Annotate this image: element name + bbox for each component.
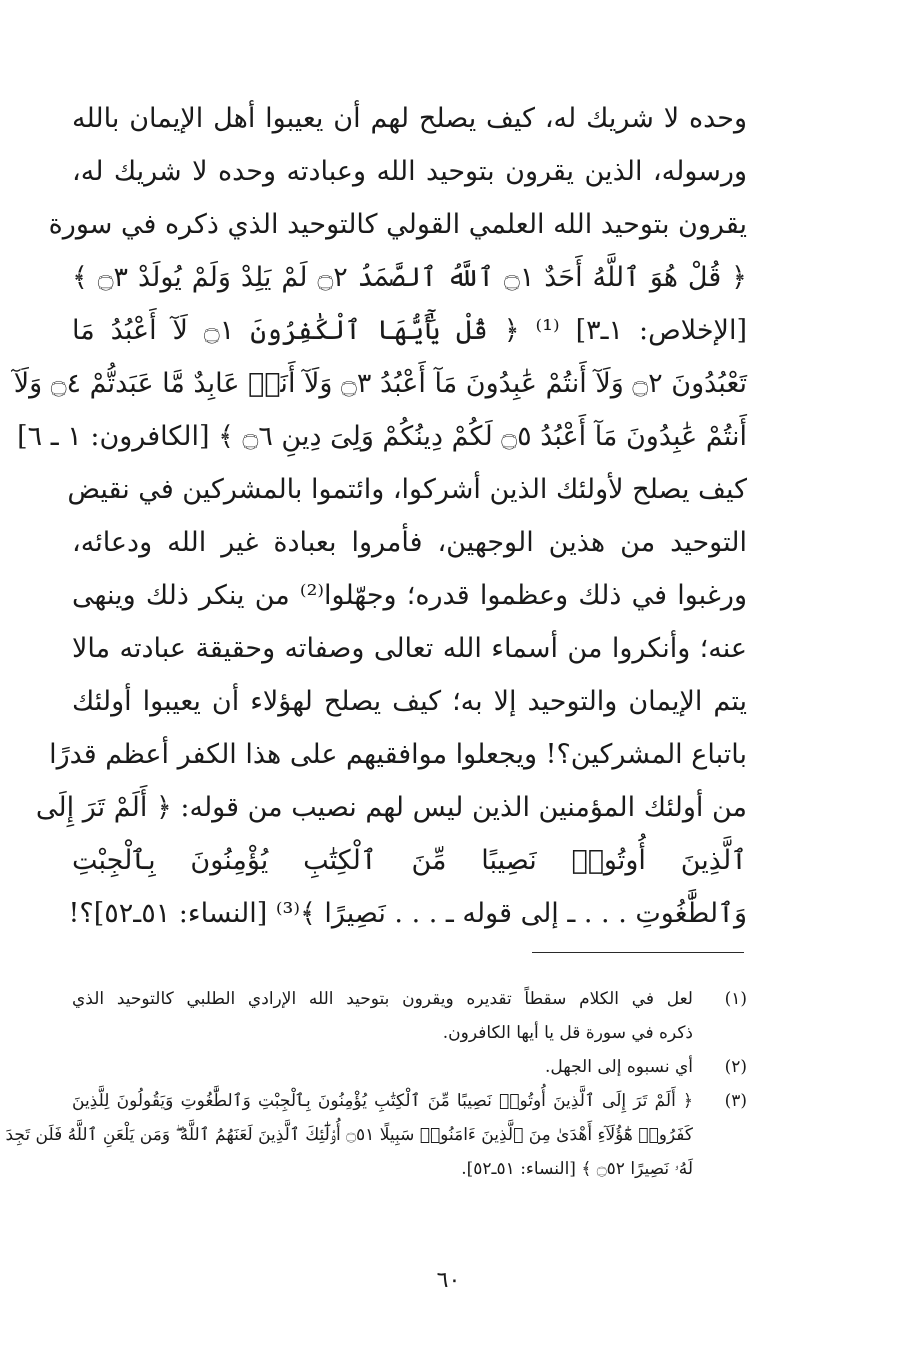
body-line: من أولئك المؤمنين الذين ليس لهم نصيب من قوله: ﴿ أَلَمْ تَرَ إِلَى [35, 792, 747, 823]
page-number: ٦٠ [436, 1268, 461, 1293]
footnote-number: (٣) [724, 1091, 747, 1111]
body-line: عنه؛ وأنكروا من أسماء الله تعالى وصفاته وحقيقة عبادته مالا [72, 633, 747, 664]
quran-verse-line: وَٱلطَّٰغُوتِ . . . ـ إلى قوله ـ . . . نَصِيرًا ﴾⁽³⁾ [النساء: ٥١ـ٥٢]؟! [68, 898, 747, 929]
quran-verse-line: [الإخلاص: ١ـ٣] ⁽¹⁾ ﴿ قُلْ يَٰٓأَيُّهَا ٱلْكَٰفِرُونَ ۝١ لَآ أَعْبُدُ مَا [72, 315, 747, 346]
footnote-line: ﴿ أَلَمْ تَرَ إِلَى ٱلَّذِينَ أُوتُوا۟ نَصِيبًا مِّنَ ٱلْكِتَٰبِ يُؤْمِنُونَ بِٱلْجِبْتِ وَٱلطَّٰغُوتِ وَيَقُولُونَ لِلَّذِينَ [72, 1091, 693, 1111]
body-line: وحده لا شريك له، كيف يصلح لهم أن يعيبوا أهل الإيمان بالله [72, 103, 747, 134]
footnote-1 [72, 982, 747, 1050]
quran-verse-line: تَعْبُدُونَ ۝٢ وَلَآ أَنتُمْ عَٰبِدُونَ مَآ أَعْبُدُ ۝٣ وَلَآ أَنَا۠ عَابِدٌ مَّا عَبَدتُّمْ ۝٤ وَلَآ [13, 368, 747, 399]
footnote-2 [72, 1050, 747, 1084]
body-line: يقرون بتوحيد الله العلمي القولي كالتوحيد الذي ذكره في سورة [48, 209, 747, 240]
footnote-line: لَهُۥ نَصِيرًا ۝٥٢ ﴾ [النساء: ٥١ـ٥٢]. [461, 1159, 693, 1179]
footnote-line: ذكره في سورة قل يا أيها الكافرون. [442, 1023, 693, 1043]
footnotes [5, 982, 747, 1186]
body-text [13, 92, 747, 940]
footnote-number: (٢) [724, 1057, 747, 1077]
quran-verse-line: ﴿ قُلْ هُوَ ٱللَّهُ أَحَدٌ ۝١ ٱللَّهُ ٱلصَّمَدُ ۝٢ لَمْ يَلِدْ وَلَمْ يُولَدْ ۝٣ ﴾ [72, 262, 747, 293]
footnote-number: (١) [724, 989, 747, 1009]
body-line: ورغبوا في ذلك وعظموا قدره؛ وجهّلوا⁽²⁾ من ينكر ذلك وينهى [72, 580, 747, 611]
footnote-3 [5, 1084, 747, 1186]
footnote-line: كَفَرُوا۟ هَٰٓؤُلَآءِ أَهْدَىٰ مِنَ ٱلَّذِينَ ءَامَنُوا۟ سَبِيلًا ۝٥١ أُو۟لَٰٓئِكَ ٱلَّذِينَ لَعَنَهُمُ ٱللَّهُ ۖ وَمَن يَلْعَنِ ٱللَّهُ فَلَن تَجِدَ [5, 1125, 693, 1145]
footnote-line: لعل في الكلام سقطاً تقديره ويقرون بتوحيد الله الإرادي الطلبي كالتوحيد الذي [72, 989, 693, 1009]
body-line: كيف يصلح لأولئك الذين أشركوا، وائتموا بالمشركين في نقيض [67, 474, 747, 505]
body-line: ورسوله، الذين يقرون بتوحيد الله وعبادته وحده لا شريك له، [72, 156, 747, 187]
footnote-line: أي نسبوه إلى الجهل. [544, 1057, 693, 1077]
body-line: يتم الإيمان والتوحيد إلا به؛ كيف يصلح لهؤلاء أن يعيبوا أولئك [72, 686, 747, 717]
body-line: باتباع المشركين؟! ويجعلوا موافقيهم على هذا الكفر أعظم قدرًا [49, 739, 747, 770]
footnote-divider [532, 952, 744, 953]
body-line: التوحيد من هذين الوجهين، فأمروا بعبادة غير الله ودعائه، [72, 527, 747, 558]
quran-verse-line: أَنتُمْ عَٰبِدُونَ مَآ أَعْبُدُ ۝٥ لَكُمْ دِينُكُمْ وَلِىَ دِينِ ۝٦ ﴾ [الكافرون: ١ ـ ٦] [17, 421, 747, 452]
quran-verse-line: ٱلَّذِينَ أُوتُوا۟ نَصِيبًا مِّنَ ٱلْكِتَٰبِ يُؤْمِنُونَ بِٱلْجِبْتِ [72, 845, 747, 876]
